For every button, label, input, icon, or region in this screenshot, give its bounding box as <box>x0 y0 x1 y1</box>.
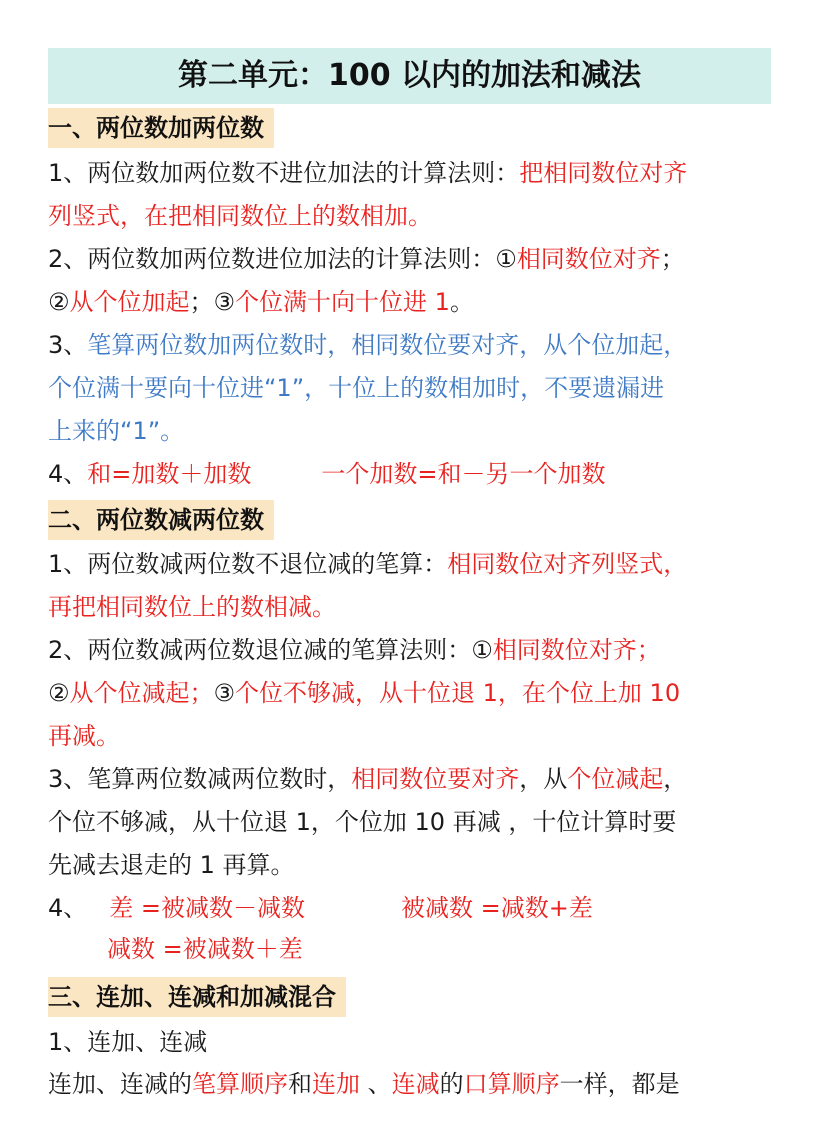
s1-formula-line <box>48 459 778 489</box>
s3-highlight-continuous-add: 连加 <box>312 1070 360 1098</box>
s1-rule-1-line-2: 列竖式，在把相同数位上的数相加。 <box>48 202 432 230</box>
s1-rule-1-text: 1、两位数加两位数不进位加法的计算法则： <box>48 159 520 187</box>
s1-note-3-text: 笔算两位数加两位数时，相同数位要对齐，从个位加起， <box>87 331 688 359</box>
formula-difference: 差 =被减数－减数 <box>109 894 306 922</box>
formula-minuend: 被减数 =减数+差 <box>401 894 593 922</box>
s1-note-3-line-3: 上来的“1”。 <box>48 417 185 445</box>
s2-formula-line-1 <box>48 893 778 923</box>
s3-rule-line <box>48 1069 778 1099</box>
s3-text: 一样，都是 <box>559 1070 680 1098</box>
s2-note-3-line-3: 先减去退走的 1 再算。 <box>48 851 295 879</box>
circled-two: ② <box>48 288 70 316</box>
item-number: 4、 <box>48 894 88 922</box>
period: 。 <box>449 288 474 316</box>
s1-rule-2-step-3: 个位满十向十位进 1 <box>235 288 450 316</box>
s2-note-3-line-1 <box>48 764 778 794</box>
s3-item-1: 1、连加、连减 <box>48 1028 208 1056</box>
s2-rule-1-line-2: 再把相同数位上的数相减。 <box>48 593 336 621</box>
s3-highlight-written-order: 笔算顺序 <box>192 1070 288 1098</box>
s1-rule-2-line-1 <box>48 244 778 274</box>
s2-rule-2-step-1: 相同数位对齐； <box>492 636 661 664</box>
s2-rule-2-text: 2、两位数减两位数退位减的笔算法则： <box>48 636 472 664</box>
formula-addend: 一个加数=和－另一个加数 <box>321 460 606 488</box>
s2-note-3-highlight-2: 个位减起 <box>567 765 664 793</box>
s2-rule-2-line-3: 再减。 <box>48 722 120 750</box>
circled-one: ① <box>471 636 493 664</box>
s2-note-3-highlight-1: 相同数位要对齐 <box>351 765 520 793</box>
s2-rule-2-step-2: 从个位减起； <box>69 679 214 707</box>
section-heading-3: 三、连加、连减和加减混合 <box>48 977 346 1017</box>
circled-one: ① <box>495 245 517 273</box>
s1-rule-2-step-1: 相同数位对齐 <box>516 245 661 273</box>
s2-rule-2-step-3: 个位不够减，从十位退 1，在个位上加 10 <box>235 679 681 707</box>
s1-note-3-line-1 <box>48 330 778 360</box>
separator: ； <box>660 245 685 273</box>
item-number: 4、 <box>48 460 88 488</box>
page-title: 第二单元：100 以内的加法和减法 <box>48 48 771 104</box>
s2-rule-1-text: 1、两位数减两位数不退位减的笔算： <box>48 550 448 578</box>
s1-rule-2-line-2 <box>48 287 778 317</box>
s2-rule-1-line-1 <box>48 549 778 579</box>
s2-rule-2-line-1 <box>48 635 778 665</box>
s3-highlight-mental-order: 口算顺序 <box>463 1070 560 1098</box>
s1-rule-1-highlight: 把相同数位对齐 <box>519 159 688 187</box>
circled-three: ③ <box>213 288 236 316</box>
s3-text: 、 <box>360 1070 392 1098</box>
formula-subtrahend: 减数 =被减数＋差 <box>107 935 303 963</box>
s2-note-3-text: ，从 <box>519 765 568 793</box>
s3-text: 的 <box>439 1070 464 1098</box>
s3-text: 连加、连减的 <box>48 1070 192 1098</box>
section-heading-1: 一、两位数加两位数 <box>48 108 274 148</box>
s3-text: 和 <box>288 1070 312 1098</box>
s1-rule-2-step-2: 从个位加起 <box>69 288 190 316</box>
circled-three: ③ <box>213 679 236 707</box>
s3-highlight-continuous-sub: 连减 <box>391 1070 440 1098</box>
item-number: 3、 <box>48 331 88 359</box>
section-heading-2: 二、两位数减两位数 <box>48 500 274 540</box>
separator: ； <box>189 288 214 316</box>
separator: ， <box>663 765 688 793</box>
s2-rule-1-highlight: 相同数位对齐列竖式， <box>447 550 688 578</box>
s1-note-3-line-2: 个位满十要向十位进“1”，十位上的数相加时，不要遗漏进 <box>48 374 665 402</box>
circled-two: ② <box>48 679 70 707</box>
formula-sum: 和=加数＋加数 <box>87 460 252 488</box>
s2-rule-2-line-2 <box>48 678 778 708</box>
s1-rule-2-text: 2、两位数加两位数进位加法的计算法则： <box>48 245 496 273</box>
s2-note-3-line-2: 个位不够减，从十位退 1，个位加 10 再减 ，十位计算时要 <box>48 808 677 836</box>
s1-rule-1-line-1 <box>48 158 778 188</box>
s2-note-3-text: 3、笔算两位数减两位数时， <box>48 765 352 793</box>
s2-formula-line-2 <box>107 934 818 964</box>
